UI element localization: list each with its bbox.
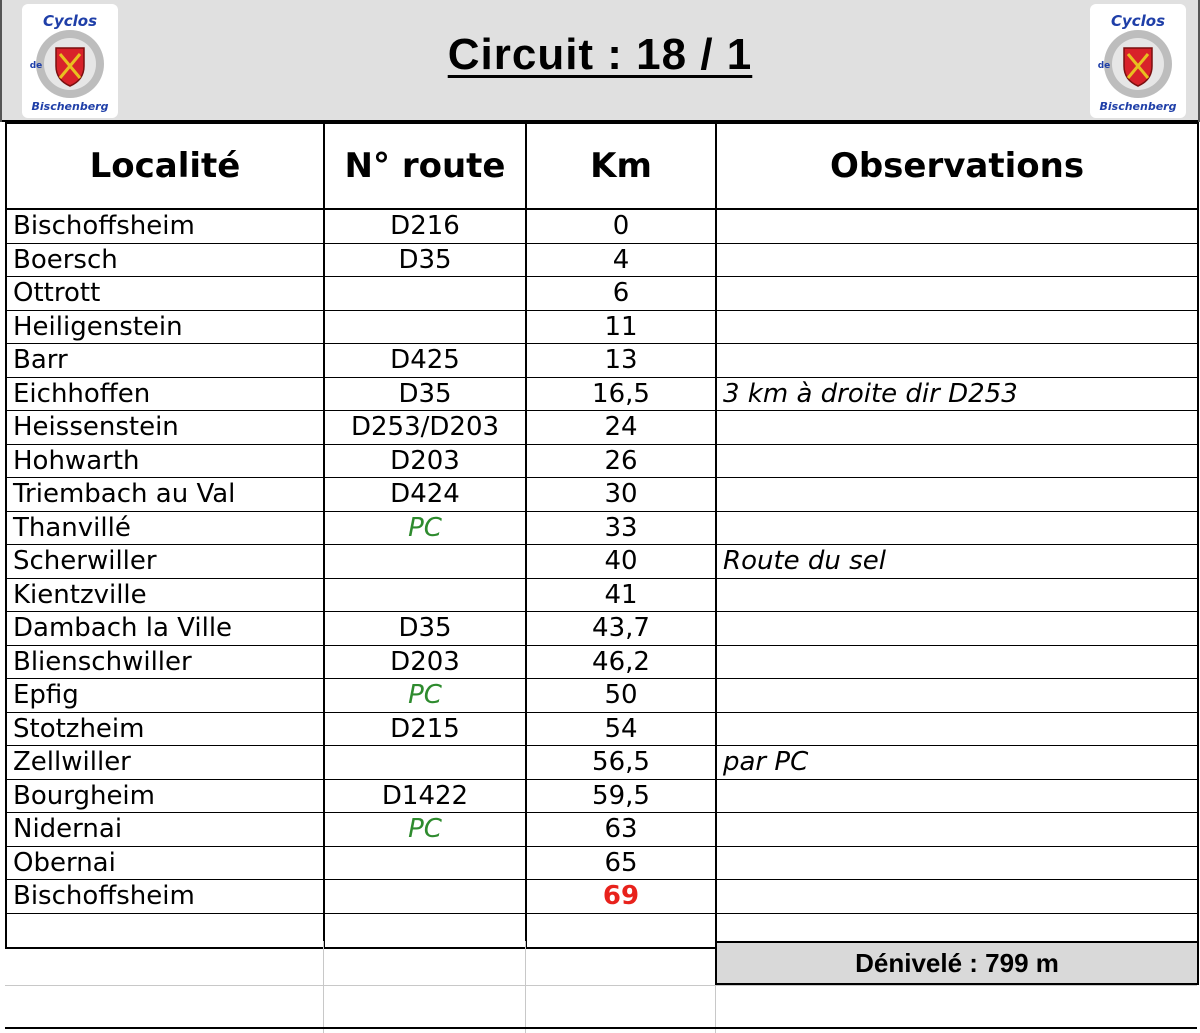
cell-localite: Dambach la Ville bbox=[6, 612, 324, 646]
page-header bbox=[0, 0, 1200, 122]
cell-observations bbox=[716, 712, 1198, 746]
table-header-row bbox=[6, 123, 1198, 209]
table-row bbox=[6, 746, 1198, 780]
cell-observations bbox=[716, 612, 1198, 646]
bottom-border bbox=[5, 1027, 1197, 1029]
circuit-table bbox=[5, 122, 1199, 949]
cell-localite: Bischoffsheim bbox=[6, 209, 324, 243]
cell-km: 46,2 bbox=[526, 645, 716, 679]
gridline bbox=[525, 941, 526, 1033]
page-title-text: Circuit : 18 / 1 bbox=[447, 30, 753, 79]
cell-localite: Nidernai bbox=[6, 813, 324, 847]
table-row bbox=[6, 243, 1198, 277]
header-route: N° route bbox=[324, 123, 526, 209]
cell-route bbox=[324, 679, 526, 713]
table-row bbox=[6, 478, 1198, 512]
table-body bbox=[6, 209, 1198, 948]
cell-observations bbox=[716, 846, 1198, 880]
cell-km: 26 bbox=[526, 444, 716, 478]
cell-km: 24 bbox=[526, 411, 716, 445]
cell-km: 63 bbox=[526, 813, 716, 847]
cell-observations bbox=[716, 411, 1198, 445]
cell-km: 4 bbox=[526, 243, 716, 277]
gridline bbox=[5, 985, 1197, 986]
svg-text:Bischenberg: Bischenberg bbox=[31, 100, 109, 113]
cell-route bbox=[324, 511, 526, 545]
pc-label: PC bbox=[408, 512, 442, 543]
cell-km: 41 bbox=[526, 578, 716, 612]
cell-observations bbox=[716, 813, 1198, 847]
svg-text:de: de bbox=[1097, 61, 1111, 71]
svg-text:Cyclos: Cyclos bbox=[42, 12, 98, 30]
cell-route: D203 bbox=[324, 444, 526, 478]
cell-km: 65 bbox=[526, 846, 716, 880]
denivele-box: Dénivelé : 799 m bbox=[715, 941, 1199, 985]
cell-observations bbox=[716, 880, 1198, 914]
cell-observations bbox=[716, 779, 1198, 813]
cell-route bbox=[324, 277, 526, 311]
cell-route: D424 bbox=[324, 478, 526, 512]
header-localite: Localité bbox=[6, 123, 324, 209]
table-row bbox=[6, 344, 1198, 378]
cell-localite: Hohwarth bbox=[6, 444, 324, 478]
cell-km: 33 bbox=[526, 511, 716, 545]
cell-km bbox=[526, 880, 716, 914]
svg-text:Bischenberg: Bischenberg bbox=[1099, 100, 1177, 113]
cell-observations: Route du sel bbox=[716, 545, 1198, 579]
table-row bbox=[6, 511, 1198, 545]
cell-observations bbox=[716, 478, 1198, 512]
table-row bbox=[6, 277, 1198, 311]
table-row bbox=[6, 444, 1198, 478]
cell-localite: Kientzville bbox=[6, 578, 324, 612]
table-row bbox=[6, 813, 1198, 847]
header-observations: Observations bbox=[716, 123, 1198, 209]
cell-route: D425 bbox=[324, 344, 526, 378]
cell-localite: Eichhoffen bbox=[6, 377, 324, 411]
cell-route: D35 bbox=[324, 612, 526, 646]
cell-localite: Epfig bbox=[6, 679, 324, 713]
cell-route bbox=[324, 813, 526, 847]
cell-localite: Triembach au Val bbox=[6, 478, 324, 512]
cell-route bbox=[324, 310, 526, 344]
cell-localite: Heiligenstein bbox=[6, 310, 324, 344]
page-title bbox=[0, 30, 1200, 80]
svg-text:Cyclos: Cyclos bbox=[1110, 12, 1166, 30]
cell-route bbox=[324, 846, 526, 880]
cell-localite: Thanvillé bbox=[6, 511, 324, 545]
cell-route bbox=[324, 578, 526, 612]
cell-km: 40 bbox=[526, 545, 716, 579]
cell-route bbox=[324, 880, 526, 914]
cell-km: 6 bbox=[526, 277, 716, 311]
cell-km: 56,5 bbox=[526, 746, 716, 780]
cell-route: D253/D203 bbox=[324, 411, 526, 445]
table-row bbox=[6, 779, 1198, 813]
table-row bbox=[6, 645, 1198, 679]
cell-km: 13 bbox=[526, 344, 716, 378]
cell-localite: Bourgheim bbox=[6, 779, 324, 813]
cell-route: D1422 bbox=[324, 779, 526, 813]
cell-localite: Boersch bbox=[6, 243, 324, 277]
cell-route: D35 bbox=[324, 377, 526, 411]
cell-observations bbox=[716, 679, 1198, 713]
pc-label: PC bbox=[408, 680, 442, 711]
cell-km: 16,5 bbox=[526, 377, 716, 411]
cell-observations bbox=[716, 444, 1198, 478]
cell-route: D35 bbox=[324, 243, 526, 277]
cell-localite: Zellwiller bbox=[6, 746, 324, 780]
cell-km: 43,7 bbox=[526, 612, 716, 646]
svg-text:de: de bbox=[29, 61, 43, 71]
table-row bbox=[6, 578, 1198, 612]
header-km: Km bbox=[526, 123, 716, 209]
cell-observations bbox=[716, 645, 1198, 679]
club-logo-icon bbox=[1090, 4, 1186, 118]
table-row bbox=[6, 545, 1198, 579]
cell-localite: Stotzheim bbox=[6, 712, 324, 746]
club-logo-right bbox=[1090, 4, 1186, 118]
cell-km: 0 bbox=[526, 209, 716, 243]
table-row bbox=[6, 377, 1198, 411]
cell-observations: par PC bbox=[716, 746, 1198, 780]
cell-observations: 3 km à droite dir D253 bbox=[716, 377, 1198, 411]
cell-route bbox=[324, 746, 526, 780]
cell-observations bbox=[716, 578, 1198, 612]
cell-observations bbox=[716, 243, 1198, 277]
table-row bbox=[6, 880, 1198, 914]
cell-observations bbox=[716, 511, 1198, 545]
total-km: 69 bbox=[602, 881, 640, 912]
table-row bbox=[6, 411, 1198, 445]
cell-observations bbox=[716, 310, 1198, 344]
table-row bbox=[6, 712, 1198, 746]
table-row bbox=[6, 679, 1198, 713]
cell-route: D203 bbox=[324, 645, 526, 679]
cell-route: D215 bbox=[324, 712, 526, 746]
cell-km: 50 bbox=[526, 679, 716, 713]
table-row bbox=[6, 612, 1198, 646]
pc-label: PC bbox=[408, 814, 442, 845]
cell-localite: Barr bbox=[6, 344, 324, 378]
cell-km: 59,5 bbox=[526, 779, 716, 813]
cell-localite: Heissenstein bbox=[6, 411, 324, 445]
gridline bbox=[323, 941, 324, 1033]
cell-localite: Bischoffsheim bbox=[6, 880, 324, 914]
table-row bbox=[6, 846, 1198, 880]
cell-route bbox=[324, 545, 526, 579]
cell-localite: Obernai bbox=[6, 846, 324, 880]
table-row bbox=[6, 209, 1198, 243]
cell-observations bbox=[716, 277, 1198, 311]
table-row bbox=[6, 310, 1198, 344]
cell-localite: Ottrott bbox=[6, 277, 324, 311]
cell-route: D216 bbox=[324, 209, 526, 243]
cell-observations bbox=[716, 209, 1198, 243]
cell-localite: Scherwiller bbox=[6, 545, 324, 579]
cell-km: 30 bbox=[526, 478, 716, 512]
cell-km: 11 bbox=[526, 310, 716, 344]
cell-km: 54 bbox=[526, 712, 716, 746]
cell-localite: Blienschwiller bbox=[6, 645, 324, 679]
cell-observations bbox=[716, 344, 1198, 378]
